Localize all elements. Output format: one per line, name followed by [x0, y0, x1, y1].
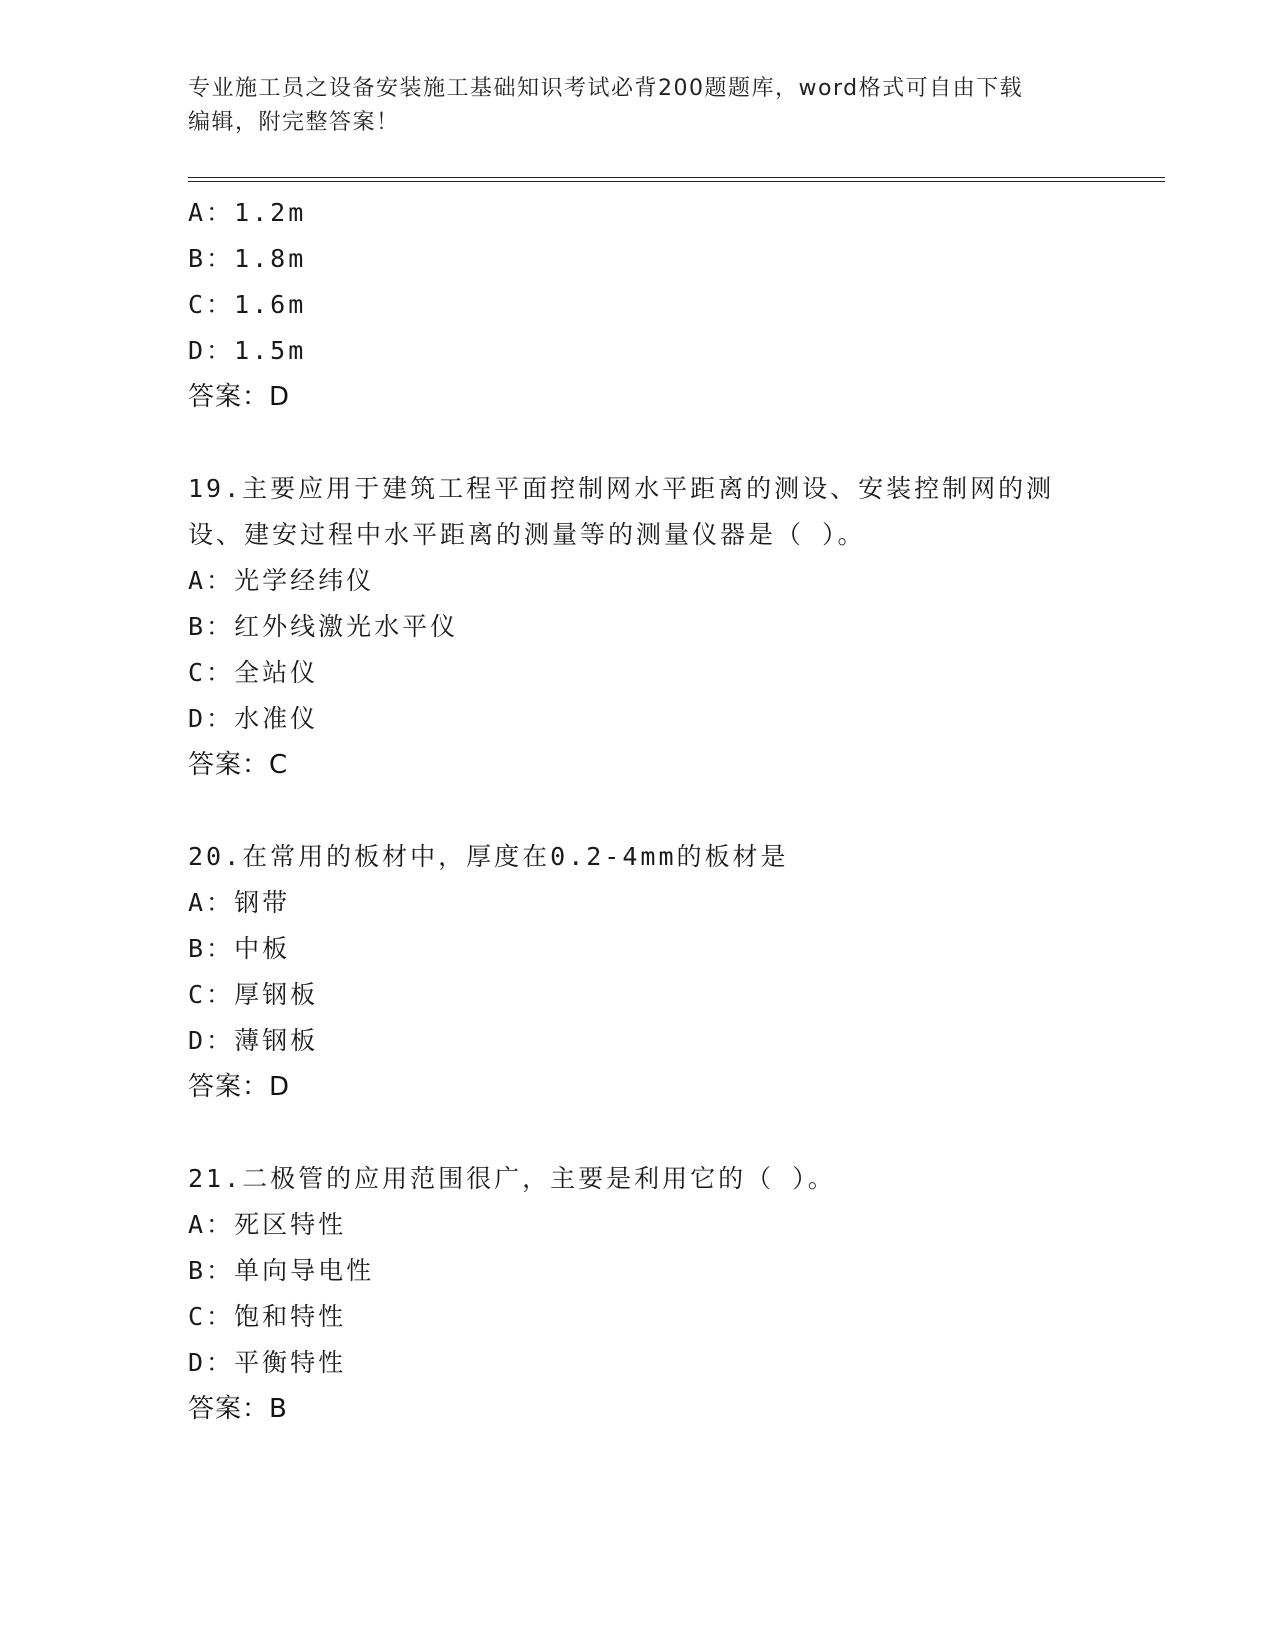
option-key: B： [188, 1256, 235, 1285]
question-stem-continued: 设、建安过程中水平距离的测量等的测量仪器是（ ）。 [188, 520, 866, 549]
option-text: 单向导电性 [234, 1256, 375, 1285]
option-key: A： [188, 198, 235, 227]
option-key: C： [188, 290, 235, 319]
option-key: A： [188, 1210, 235, 1239]
option-text: 薄钢板 [234, 1026, 319, 1055]
question-list [188, 190, 1148, 1432]
option-c [188, 282, 1148, 328]
option-key: C： [188, 980, 235, 1009]
option-key: C： [188, 1302, 235, 1331]
option-d [188, 696, 1148, 742]
option-text: 全站仪 [234, 658, 319, 687]
question-20 [188, 834, 1148, 1110]
question-21 [188, 1156, 1148, 1432]
spacer [188, 1110, 1148, 1156]
spacer [188, 788, 1148, 834]
option-text: 红外线激光水平仪 [234, 612, 459, 641]
option-key: D： [188, 1026, 235, 1055]
question-stem: 21.二极管的应用范围很广，主要是利用它的（ ）。 [188, 1164, 836, 1193]
option-a [188, 880, 1148, 926]
answer: 答案：D [188, 382, 291, 412]
option-text: 饱和特性 [234, 1302, 347, 1331]
option-key: D： [188, 1348, 235, 1377]
option-text: 中板 [234, 934, 291, 963]
answer: 答案：B [188, 1394, 288, 1424]
spacer [188, 420, 1148, 466]
option-b [188, 236, 1148, 282]
option-text: 平衡特性 [234, 1348, 347, 1377]
option-b [188, 1248, 1148, 1294]
option-text: 厚钢板 [234, 980, 319, 1009]
option-key: B： [188, 244, 235, 273]
option-b [188, 604, 1148, 650]
option-text: 死区特性 [234, 1210, 347, 1239]
option-key: C： [188, 658, 235, 687]
option-text: 1.5m [234, 336, 307, 365]
header-title-line2: 编辑，附完整答案！ [188, 110, 400, 135]
question-18 [188, 190, 1148, 420]
option-d [188, 328, 1148, 374]
answer: 答案：C [188, 750, 289, 780]
option-text: 1.8m [234, 244, 307, 273]
option-text: 光学经纬仪 [234, 566, 375, 595]
option-a [188, 190, 1148, 236]
header-double-rule [188, 177, 1165, 182]
question-stem: 19.主要应用于建筑工程平面控制网水平距离的测设、安装控制网的测 [188, 474, 1055, 503]
option-text: 1.2m [234, 198, 307, 227]
question-19 [188, 466, 1148, 788]
option-d [188, 1340, 1148, 1386]
question-stem: 20.在常用的板材中，厚度在0.2-4mm的板材是 [188, 842, 789, 871]
option-a [188, 558, 1148, 604]
answer: 答案：D [188, 1072, 291, 1102]
page-header [188, 72, 1088, 140]
option-b [188, 926, 1148, 972]
option-c [188, 972, 1148, 1018]
option-key: D： [188, 336, 235, 365]
option-text: 水准仪 [234, 704, 319, 733]
option-c [188, 650, 1148, 696]
option-key: A： [188, 566, 235, 595]
option-text: 钢带 [234, 888, 291, 917]
option-a [188, 1202, 1148, 1248]
header-title-line1: 专业施工员之设备安装施工基础知识考试必背200题题库，word格式可自由下载 [188, 76, 1024, 101]
option-d [188, 1018, 1148, 1064]
option-key: A： [188, 888, 235, 917]
option-c [188, 1294, 1148, 1340]
option-key: D： [188, 704, 235, 733]
option-key: B： [188, 934, 235, 963]
option-key: B： [188, 612, 235, 641]
option-text: 1.6m [234, 290, 307, 319]
